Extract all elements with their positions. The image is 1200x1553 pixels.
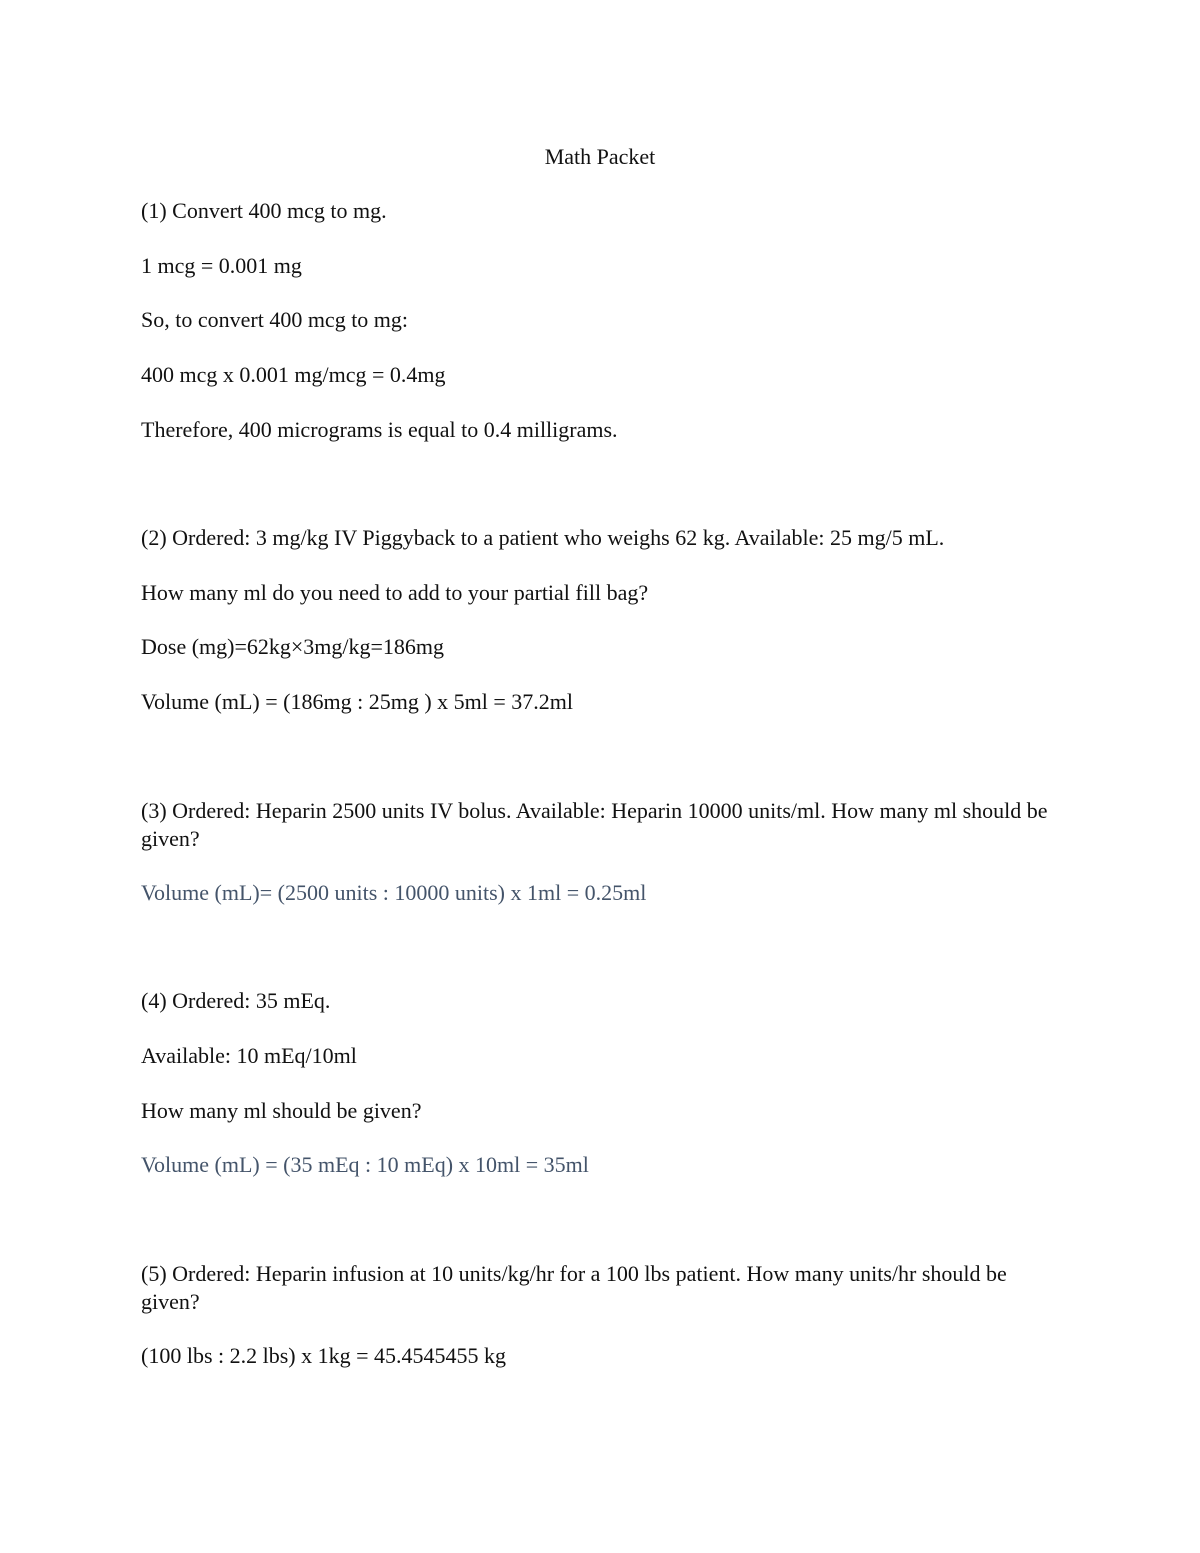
problem-2-question: (2) Ordered: 3 mg/kg IV Piggyback to a patient who weighs 62 kg. Available: 25 mg/5 mL.: [141, 525, 945, 550]
problem-3-volume-calculation: Volume (mL)= (2500 units : 10000 units) x 1ml = 0.25ml: [141, 880, 647, 905]
problem-3-question: (3) Ordered: Heparin 2500 units IV bolus. Available: Heparin 10000 units/ml. How many ml should be given?: [141, 798, 1048, 851]
problem-4-order: (4) Ordered: 35 mEq.: [141, 988, 331, 1013]
problem-4-prompt: How many ml should be given?: [141, 1098, 422, 1123]
problem-1-answer: Therefore, 400 micrograms is equal to 0.4 milligrams.: [141, 417, 618, 442]
problem-1-calculation: 400 mcg x 0.001 mg/mcg = 0.4mg: [141, 362, 446, 387]
problem-5-question: (5) Ordered: Heparin infusion at 10 units/kg/hr for a 100 lbs patient. How many units/hr should be given?: [141, 1261, 1007, 1314]
problem-5-weight-conversion: (100 lbs : 2.2 lbs) x 1kg = 45.4545455 kg: [141, 1343, 507, 1368]
document-title: Math Packet: [544, 144, 656, 169]
problem-2-volume-calculation: Volume (mL) = (186mg : 25mg ) x 5ml = 37.2ml: [141, 689, 573, 714]
problem-2-prompt: How many ml do you need to add to your partial fill bag?: [141, 580, 649, 605]
problem-2-dose-calculation: Dose (mg)=62kg×3mg/kg=186mg: [141, 634, 445, 659]
problem-1-conversion-factor: 1 mcg = 0.001 mg: [141, 253, 302, 278]
problem-1-step-intro: So, to convert 400 mcg to mg:: [141, 307, 409, 332]
problem-1-question: (1) Convert 400 mcg to mg.: [141, 198, 387, 223]
problem-4-volume-calculation: Volume (mL) = (35 mEq : 10 mEq) x 10ml = 35ml: [141, 1152, 589, 1177]
problem-4-available: Available: 10 mEq/10ml: [141, 1043, 357, 1068]
